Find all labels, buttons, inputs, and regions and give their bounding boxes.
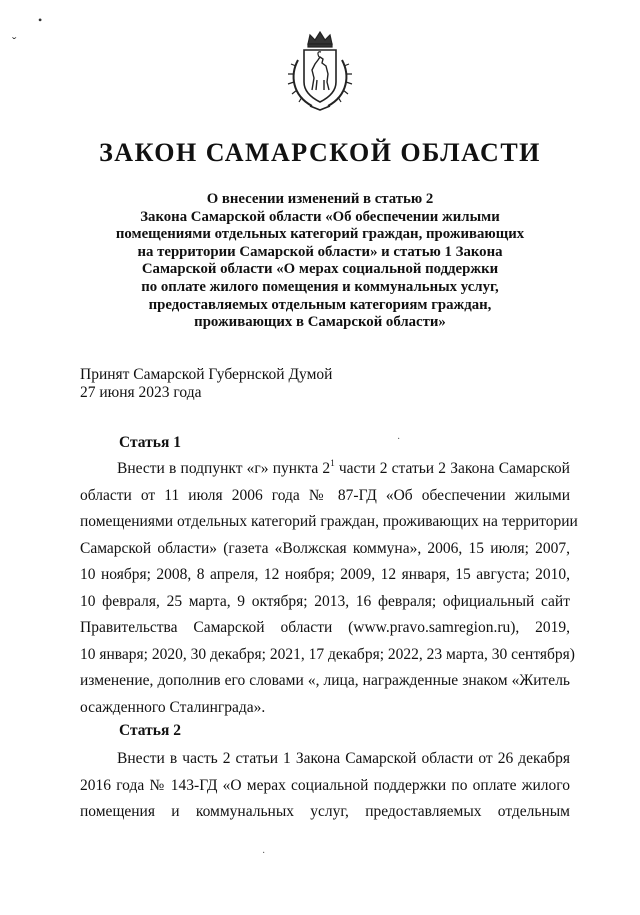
text-run: части 2 статьи 2 Закона Самарской [334, 460, 570, 477]
paragraph-line: Правительства Самарской области (www.pravo.samregion.ru), 2019, [80, 619, 570, 636]
paragraph-line: Самарской области» (газета «Волжская коммуна», 2006, 15 июля; 2007, [80, 539, 570, 557]
subtitle-line: помещениями отдельных категорий граждан, проживающих [115, 226, 525, 243]
article-1-heading: Статья 1 [119, 434, 181, 451]
paragraph-line: изменение, дополнив его словами «, лица, награжденные знаком «Житель [80, 672, 570, 689]
subtitle-line: Самарской области «О мерах социальной поддержки [141, 261, 499, 278]
margin-mark: ˇ [12, 34, 17, 49]
adoption-body: Принят Самарской Губернской Думой [80, 366, 333, 383]
paragraph-line: осажденного Сталинграда». [80, 698, 266, 716]
paragraph-line: 10 января; 2020, 30 декабря; 2021, 17 декабря; 2022, 23 марта, 30 сентября) [80, 645, 575, 663]
article-2-heading: Статья 2 [119, 722, 181, 739]
article-2-text [80, 746, 570, 826]
paragraph-line: области от 11 июля 2006 года № 87-ГД «Об обеспечении жилыми [80, 486, 570, 504]
subtitle-line: на территории Самарской области» и статью 1 Закона [137, 243, 503, 260]
subtitle-line: проживающих в Самарской области» [194, 314, 446, 331]
article-1-text [80, 456, 578, 721]
paragraph-line [80, 456, 570, 483]
law-title: ЗАКОН САМАРСКОЙ ОБЛАСТИ [99, 138, 541, 167]
text-run: Внести в подпункт «г» пункта 2 [117, 460, 331, 477]
law-subtitle [80, 191, 560, 332]
paragraph-line: 10 февраля, 25 марта, 9 октября; 2013, 16 февраля; официальный сайт [80, 592, 570, 610]
subtitle-line: О внесении изменений в статью 2 [206, 191, 434, 207]
paragraph-line: 10 ноября; 2008, 8 апреля, 12 ноября; 2009, 12 января, 15 августа; 2010, [80, 566, 570, 583]
paragraph-line: помещениями отдельных категорий граждан, проживающих на территории [80, 513, 578, 530]
paragraph-line: помещения и коммунальных услуг, предоставляемых отдельным [80, 803, 570, 820]
paragraph-line: 2016 года № 143-ГД «О мерах социальной поддержки по оплате жилого [80, 776, 570, 794]
margin-mark: • [38, 13, 43, 27]
stray-mark: · [262, 848, 266, 859]
subtitle-line: по оплате жилого помещения и коммунальных услуг, [141, 278, 499, 295]
subtitle-line: предоставляемых отдельным категориям граждан, [148, 296, 492, 313]
superscript: 1 [330, 458, 335, 468]
adoption-date: 27 июня 2023 года [80, 384, 202, 401]
samara-coat-of-arms-icon [282, 30, 358, 112]
stray-mark: · [397, 434, 401, 445]
subtitle-line: Закона Самарской области «Об обеспечении жилыми [140, 208, 500, 225]
paragraph-line: Внести в часть 2 статьи 1 Закона Самарской области от 26 декабря [117, 750, 570, 767]
adoption-info [80, 366, 332, 402]
